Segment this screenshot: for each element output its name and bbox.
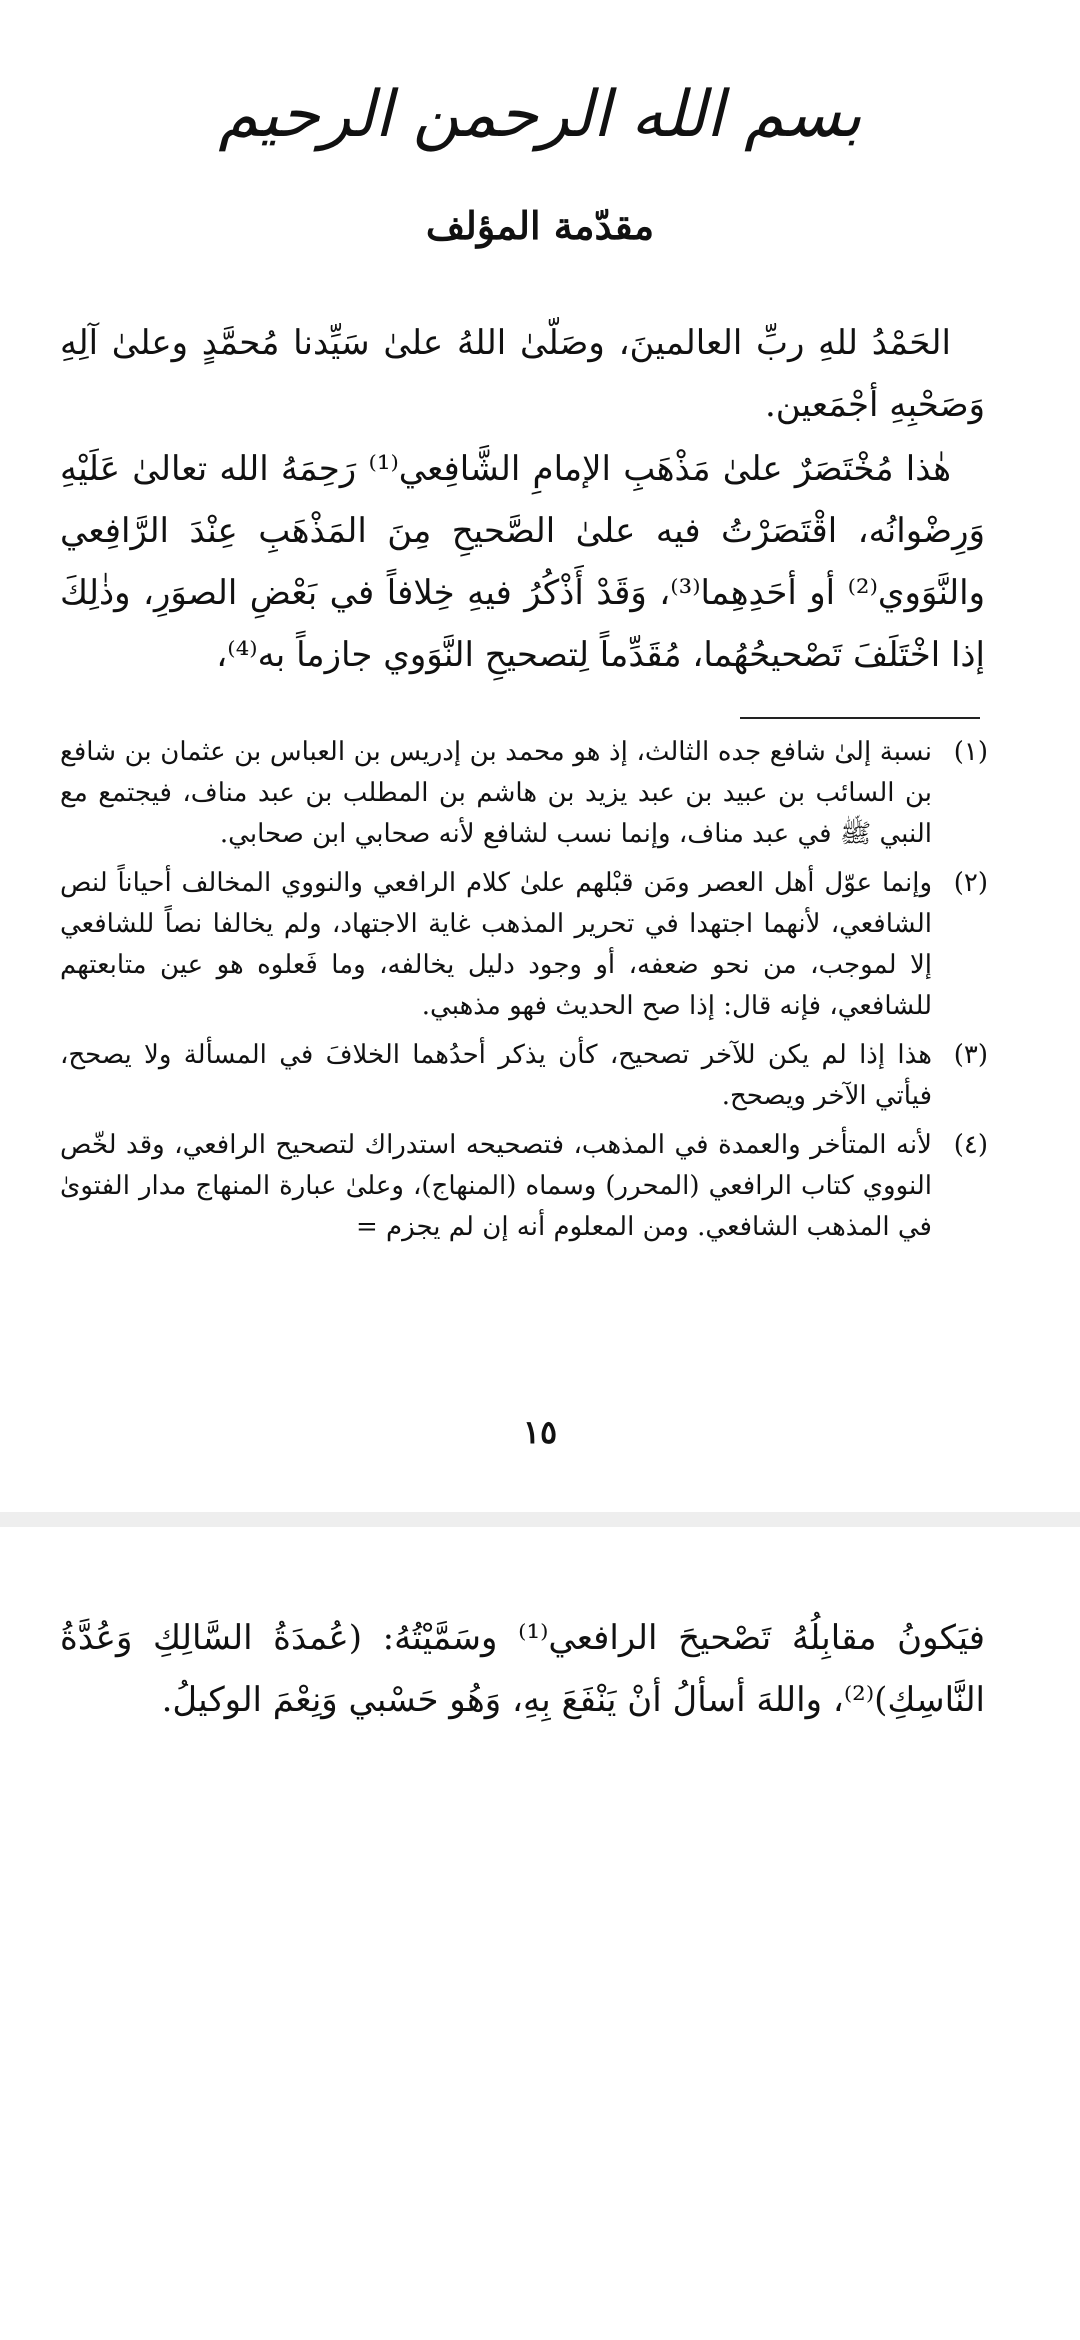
- page-number: ١٥: [522, 1413, 558, 1451]
- footnote-number: (٤): [953, 1130, 988, 1160]
- page-separator: [0, 1512, 1080, 1527]
- footnote-text: لأنه المتأخر والعمدة في المذهب، فتصحيحه استدراك لتصحيح الرافعي، وقد لخّص النووي كتاب الرافعي (المحرر) وسماه (المنهاج)، وعلىٰ عبارة المنهاج مدار الفتوىٰ في المذهب الشافعي. ومن المعلوم أنه إن لم يجزم =: [60, 1130, 932, 1242]
- footnote-3: [60, 1035, 988, 1117]
- footnote-number: (٢): [953, 868, 988, 898]
- footnote-number: (١): [953, 737, 988, 767]
- opening-paragraph: الحَمْدُ للهِ ربِّ العالمينَ، وصَلّىٰ اللهُ علىٰ سَيِّدنا مُحمَّدٍ وعلىٰ آلِهِ وَصَحْبِهِ أجْمَعين.: [60, 323, 985, 425]
- basmala-calligraphy: بسم الله الرحمن الرحيم: [218, 78, 862, 152]
- page-title: مقدّمة المؤلف: [425, 203, 655, 248]
- continuation-paragraph: فيَكونُ مقابِلُهُ تَصْحيحَ الرافعي⁽¹⁾ وسَمَّيْتُهُ: (عُمدَةُ السَّالِكِ وَعُدَّةُ النَّاسِكِ)⁽²⁾، واللهَ أسألُ أنْ يَنْفَعَ بِهِ، وَهُو حَسْبي وَنِعْمَ الوكيلُ.: [60, 1618, 986, 1720]
- footnote-4: [60, 1125, 988, 1248]
- footnote-number: (٣): [953, 1040, 988, 1070]
- footnote-divider: [740, 717, 980, 719]
- footnote-text: هذا إذا لم يكن للآخر تصحيح، كأن يذكر أحدُهما الخلافَ في المسألة ولا يصحح، فيأتي الآخر ويصحح.: [60, 1040, 932, 1111]
- footnote-1: [60, 732, 988, 855]
- footnote-2: [60, 863, 988, 1027]
- footnotes: [60, 732, 988, 1256]
- introduction-paragraph: هٰذا مُخْتَصَرٌ علىٰ مَذْهَبِ الإمامِ الشَّافِعي⁽¹⁾ رَحِمَهُ الله تعالىٰ عَلَيْهِ وَرِضْوانُه، اقْتَصَرْتُ فيه علىٰ الصَّحيحِ مِنَ المَذْهَبِ عِنْدَ الرَّافِعي والنَّوَوي⁽²⁾ أو أحَدِهِما⁽³⁾، وَقَدْ أَذْكُرُ فيهِ خِلافاً في بَعْضِ الصوَرِ، وذٰلِكَ إذا اخْتَلَفَ تَصْحيحُهُما، مُقَدِّماً لِتصحيحِ النَّوَوي جازماً به⁽⁴⁾،: [60, 449, 985, 675]
- footnote-text: نسبة إلىٰ شافع جده الثالث، إذ هو محمد بن إدريس بن العباس بن عثمان بن شافع بن السائب بن عبيد بن عبد يزيد بن هاشم بن المطلب بن عبد مناف، فيجتمع مع النبي ﷺ في عبد مناف، وإنما نسب لشافع لأنه صحابي ابن صحابي.: [60, 737, 932, 849]
- book-page-16: [0, 1527, 1080, 2340]
- footnote-text: وإنما عوّل أهل العصر ومَن قبْلهم علىٰ كلام الرافعي والنووي المخالف أحياناً لنص الشافعي، لأنهما اجتهدا في تحرير المذهب غاية الاجتهاد، ولم يخالفا نصاً للشافعي إلا لموجب، من نحو ضعفه، أو وجود دليل يخالفه، وما فَعلوه هو عين متابعتهم للشافعي، فإنه قال: إذا صح الحديث فهو مذهبي.: [60, 868, 932, 1021]
